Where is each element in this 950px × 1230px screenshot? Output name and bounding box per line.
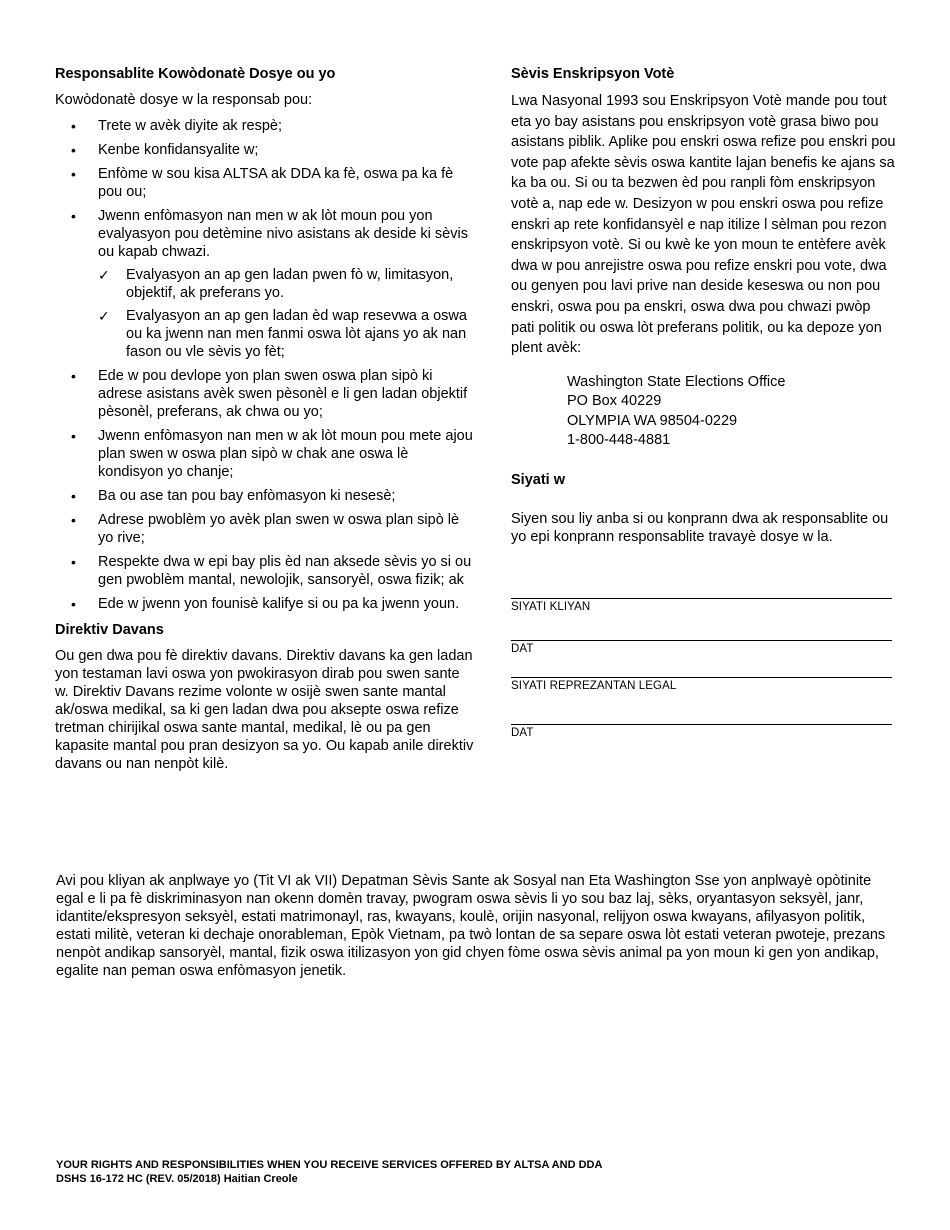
bullet-icon: • [71, 596, 76, 612]
sub-list-item: ✓ Evalyasyon an ap gen ladan pwen fò w, limitasyon, objektif, ak preferans yo. [98, 267, 454, 301]
bullet-icon: • [71, 428, 76, 444]
nondiscrimination-notice: Avi pou kliyan ak anplwaye yo (Tit VI ak VII) Depatman Sèvis Sante ak Sosyal nan Eta Washington Sse yon anplwayè opòtinite egal e li pa fè diskriminasyon nan okenn domèn travay, pwogram oswa sèvis li yo sou baz laj, sèks, oryantasyon seksyèl, janr, idantite/ekspresyon seksyèl, estati matrimonayl, ras, kwayans, koulè, orijin nasyonal, relijyon oswa kwayans, afilyasyon politik, estati militè, veteran ki dechaje onorableman, Epòk Vietnam, pa twò lontan de sa separe oswa lòt estati veteran pwoteje, prezans nenpòt andikap sansoryèl, mantal, fizik oswa itilizasyon yon gid chyen fòme oswa sèvis animal pa yon moun ki gen yon andikap, egalite nan peman oswa enfòmasyon jenetik. [56, 873, 886, 979]
signature-line [511, 598, 892, 599]
bullet-icon: • [71, 142, 76, 158]
signature-instructions: Siyen sou liy anba si ou konprann dwa ak responsablite ou yo epi konprann responsablite travayè dosye w la. [511, 510, 889, 545]
address-line: Washington State Elections Office [567, 373, 786, 390]
voter-registration-heading: Sèvis Enskripsyon Votè [511, 66, 675, 82]
list-item: • Jwenn enfòmasyon nan men w ak lòt moun pou mete ajou plan swen w oswa plan sipò w chak ane oswa lè kondisyon yo chanje; [71, 428, 473, 480]
legal-rep-date-field[interactable] [511, 724, 896, 739]
list-item: • Respekte dwa w epi bay plis èd nan aksede sèvis yo si ou gen pwoblèm mantal, newolojik, sansoryèl, oswa fizik; ak [71, 554, 472, 588]
responsibility-list [55, 117, 475, 613]
bullet-icon: • [71, 488, 76, 504]
form-footer [56, 1158, 602, 1186]
list-item: • Adrese pwoblèm yo avèk plan swen w oswa plan sipò lè yo rive; [71, 512, 460, 546]
client-date-field[interactable] [511, 640, 896, 655]
list-item: • Enfòme w sou kisa ALTSA ak DDA ka fè, oswa pa ka fè pou ou; [71, 166, 454, 200]
legal-rep-signature-label: SIYATI REPREZANTAN LEGAL [511, 679, 677, 692]
sub-list-item: ✓ Evalyasyon an ap gen ladan èd wap resevwa a oswa ou ka jwenn nan men fanmi oswa lòt ajans yo ak nan fason ou vle sèvis yo fèt; [98, 308, 467, 360]
list-item: • Kenbe konfidansyalite w; [71, 142, 259, 158]
case-manager-heading: Responsablite Kowòdonatè Dosye ou yo [55, 66, 336, 82]
checkmark-icon: ✓ [98, 267, 110, 283]
client-signature-field[interactable] [511, 598, 896, 613]
signature-line [511, 640, 892, 641]
elections-office-address [567, 373, 896, 451]
bullet-icon: • [71, 512, 76, 528]
address-line: PO Box 40229 [567, 393, 662, 410]
list-item: • Jwenn enfòmasyon nan men w ak lòt moun pou yon evalyasyon pou detèmine nivo asistans ak deside ki sèvis ou kapab chwazi. ✓ Evalyasyon an ap gen ladan pwen fò w, limitasyon, objektif, ak preferans yo. ✓ Evalyasyon an ap gen ladan èd wap resevwa a oswa ou ka jwenn nan men fanmi oswa lòt ajans yo ak nan fason ou vle sèvis yo fèt; [55, 207, 475, 361]
advance-directive-body: Ou gen dwa pou fè direktiv davans. Direktiv davans ka gen ladan yon testaman lavi oswa yon pwokirasyon dirab pou swen sante w. Direktiv Davans rezime volonte w osijè swen sante mantal ak/oswa medikal, sa ki gen ladan dwa pou aksepte oswa refize tretman chirijikal oswa sante mantal, medikal, lè ou pa gen kapasite mantal pou pran desizyon sa yo. Ou kapab anile direktiv davans ou nan nenpòt kilè. [55, 648, 474, 772]
assessment-sublist [98, 266, 475, 361]
signature-line [511, 724, 892, 725]
address-phone: 1-800-448-4881 [567, 432, 671, 449]
bullet-icon: • [71, 554, 76, 570]
client-date-label: DAT [511, 642, 534, 655]
address-line: OLYMPIA WA 98504-0229 [567, 412, 738, 429]
legal-rep-signature-field[interactable] [511, 677, 896, 692]
bullet-icon: • [71, 166, 76, 182]
signature-line [511, 677, 892, 678]
list-item: • Trete w avèk diyite ak respè; [71, 118, 283, 134]
signature-heading: Siyati w [511, 471, 565, 488]
right-column [511, 66, 896, 739]
list-item: • Ede w pou devlope yon plan swen oswa plan sipò ki adrese asistans avèk swen pèsonèl e li gen ladan objektif pèsonèl, preferans, ak chwa ou yo; [71, 368, 468, 420]
legal-rep-date-label: DAT [511, 726, 534, 739]
footer-form-number: DSHS 16-172 HC (REV. 05/2018) Haitian Creole [56, 1173, 298, 1185]
voter-registration-body: Lwa Nasyonal 1993 sou Enskripsyon Votè mande pou tout eta yo bay asistans pou enskripsyon votè grasa biwo pou asistans piblik. Aplike pou enskri oswa refize pou enskri pou vote pap afekte sèvis oswa kantite lajan benefis ke ajans sa ka ba ou. Si ou ta bezwen èd pou ranpli fòm enskripsyon votè a, nap ede w. Desizyon w pou enskri oswa pou refize enskri ap rete konfidansyèl e nap itilize l sèlman pou rezon enskripsyon votè. Si ou kwè ke yon moun te entèfere avèk dwa w pou anrejistre oswa pou refize enskri pou vote, dwa ou genyen pou lavi prive nan deside keseswa ou non pou enskri, oswa pou pa enskri, oswa dwa pou chwazi pwòp pati politik ou oswa lòt preferans politik, ou ka depoze yon plent avèk: [511, 93, 896, 357]
client-signature-label: SIYATI KLIYAN [511, 600, 591, 613]
bullet-icon: • [71, 368, 76, 384]
list-item: • Ba ou ase tan pou bay enfòmasyon ki nesesè; [71, 488, 396, 504]
bullet-icon: • [71, 208, 76, 224]
footer-title: YOUR RIGHTS AND RESPONSIBILITIES WHEN YOU RECEIVE SERVICES OFFERED BY ALTSA AND DDA [56, 1159, 603, 1171]
list-item: • Ede w jwenn yon founisè kalifye si ou pa ka jwenn youn. [71, 596, 460, 612]
left-column [55, 66, 475, 773]
checkmark-icon: ✓ [98, 308, 110, 324]
bullet-icon: • [71, 118, 76, 134]
advance-directive-heading: Direktiv Davans [55, 622, 164, 638]
case-manager-intro: Kowòdonatè dosye w la responsab pou: [55, 92, 313, 108]
